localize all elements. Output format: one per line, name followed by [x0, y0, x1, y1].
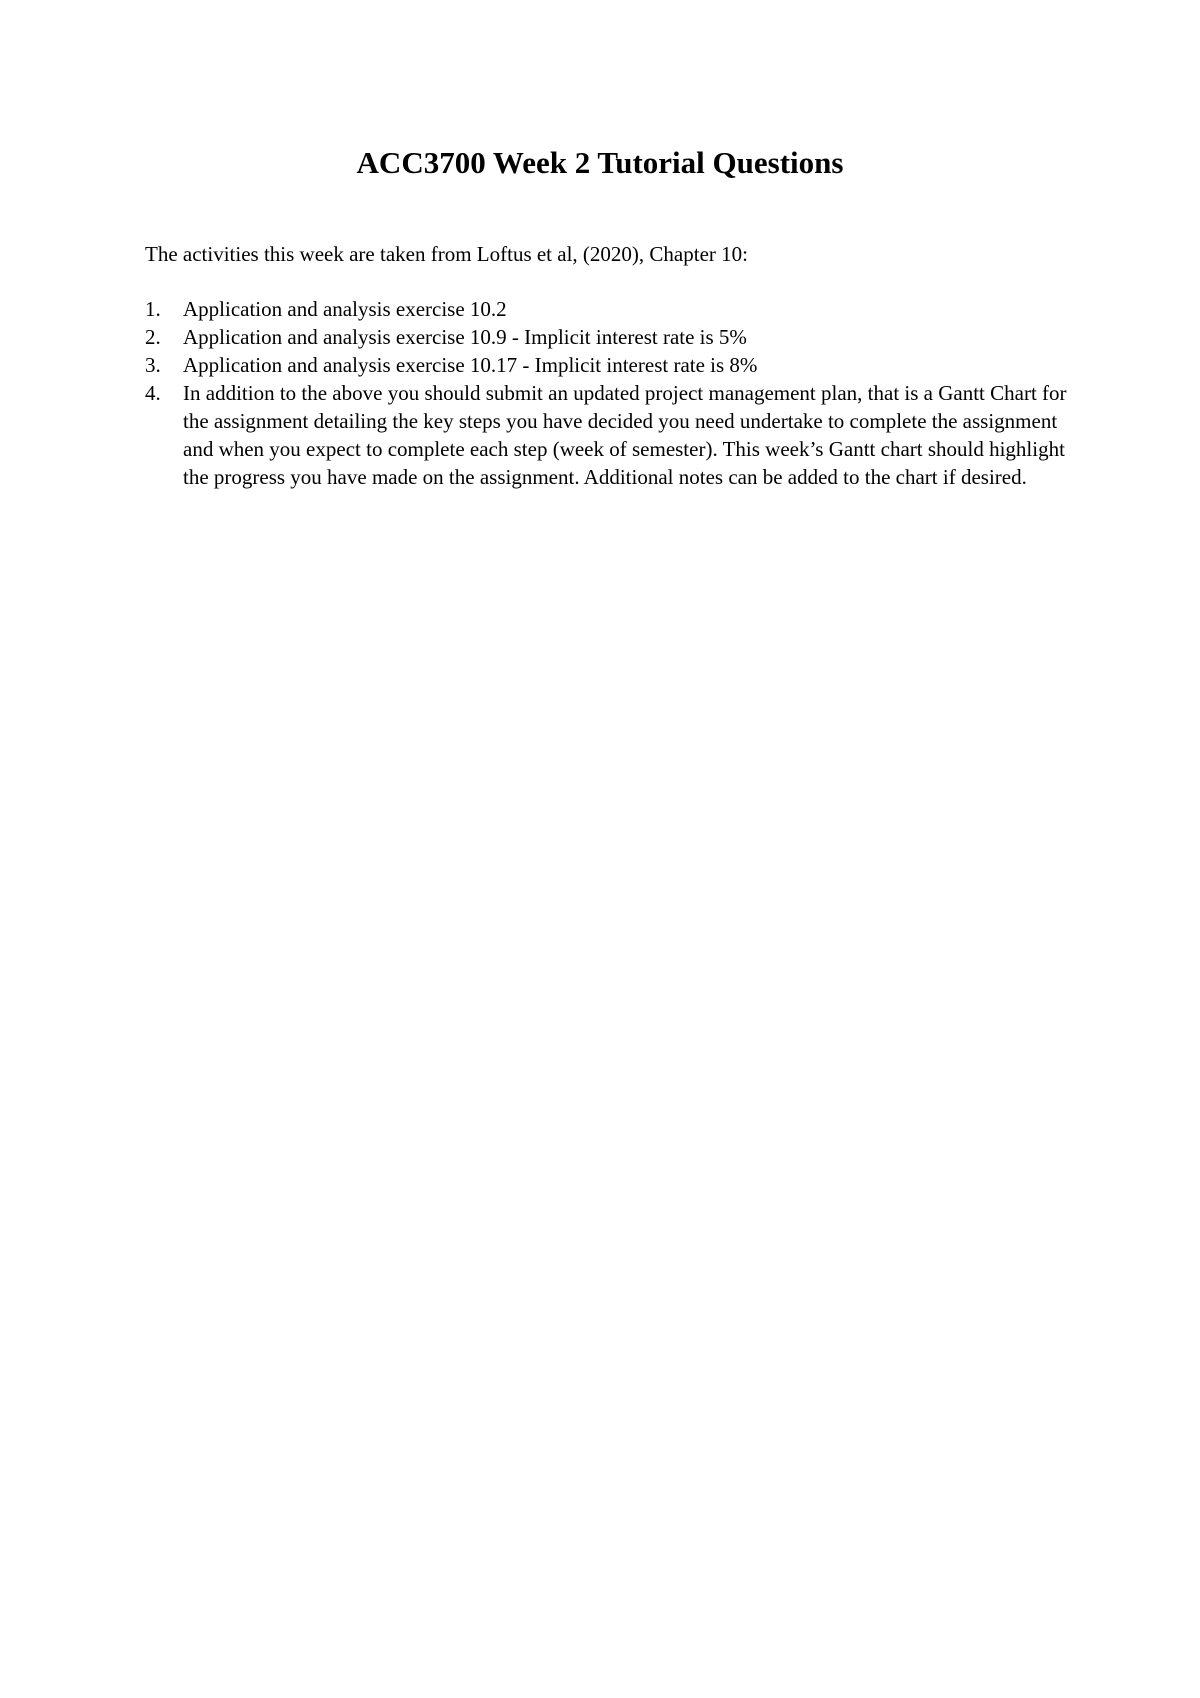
list-item — [145, 351, 1075, 379]
intro-paragraph: The activities this week are taken from Loftus et al, (2020), Chapter 10: — [145, 242, 748, 266]
page-title: ACC3700 Week 2 Tutorial Questions — [356, 145, 844, 180]
list-item-text: Application and analysis exercise 10.9 - Implicit interest rate is 5% — [183, 325, 747, 349]
list-item-text: Application and analysis exercise 10.2 — [183, 297, 507, 321]
list-item-number: 3. — [145, 353, 161, 377]
list-item — [145, 323, 1075, 351]
list-item-number: 2. — [145, 325, 161, 349]
list-item-number: 4. — [145, 381, 161, 405]
exercise-list — [145, 295, 1075, 491]
list-item-text: Application and analysis exercise 10.17 - Implicit interest rate is 8% — [183, 353, 758, 377]
list-item-number: 1. — [145, 297, 161, 321]
list-item — [145, 295, 1075, 323]
list-item-text: In addition to the above you should submit an updated project management plan, that is a Gantt Chart for the assignment detailing the key steps you have decided you need undertake to complete the assignment and when you expect to complete each step (week of semester). This week’s Gantt chart should highlight the progress you have made on the assignment. Additional notes can be added to the chart if desired. — [183, 381, 1067, 489]
list-item — [145, 379, 1075, 491]
